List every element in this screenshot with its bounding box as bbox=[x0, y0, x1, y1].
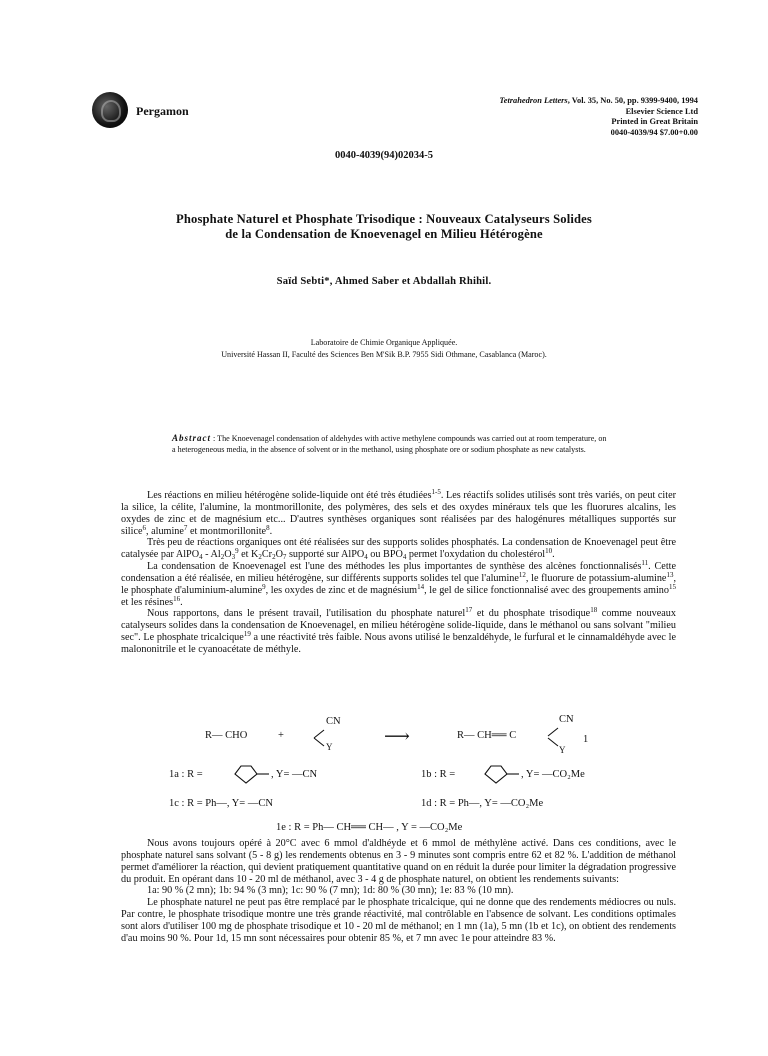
title-line-2: de la Condensation de Knoevenagel en Milieu Hétérogène bbox=[225, 227, 543, 241]
abstract-text: : The Knoevenagel condensation of aldehydes with active methylene compounds was carried out at room temperature, on a heterogeneous media, in the absence of solvent or in the methanol, using phosphate ore or sodium phosphate as new catalysts. bbox=[172, 434, 607, 454]
body-text-2 bbox=[121, 838, 676, 945]
product-y: Y bbox=[559, 745, 566, 755]
entry-1a: 1a : R = bbox=[169, 769, 203, 780]
reactant-cn: CN bbox=[326, 716, 341, 727]
affiliation-address: Université Hassan II, Faculté des Sciences Ben M'Sik B.P. 7955 Sidi Othmane, Casablanca (Maroc). bbox=[221, 350, 547, 359]
affiliation bbox=[0, 337, 768, 361]
author-list: Saïd Sebti*, Ahmed Saber et Abdallah Rhihil. bbox=[276, 276, 492, 287]
journal-printed: Printed in Great Britain bbox=[611, 117, 698, 127]
furan-ring-1b bbox=[485, 766, 519, 783]
abstract-label: Abstract bbox=[172, 433, 212, 443]
entry-1b: 1b : R = bbox=[421, 769, 456, 780]
title-line-1: Phosphate Naturel et Phosphate Trisodique : Nouveaux Catalyseurs Solides bbox=[176, 212, 592, 226]
paragraph-4: Nous rapportons, dans le présent travail, l'utilisation du phosphate naturel$^{17}$ et du phosphate trisodique$^{18}$ comme nouveaux catalyseurs solides dans la condensation de Knoevenagel, en milieu hétérogène solide-liquide, dans le méthanol ou sans solvant "milieu sec". Le phosphate tricalcique$^{19}$ a une réactivité très faible. Nous avons utilisé le benzaldéhyde, le furfural et le cinnamaldéhyde avec le malononitrile et le cyanoacétate de méthyle. bbox=[121, 606, 676, 655]
affiliation-lab: Laboratoire de Chimie Organique Appliquée. bbox=[310, 338, 458, 347]
abstract bbox=[172, 433, 608, 455]
product-formula: R— CH══ C bbox=[457, 730, 517, 741]
paragraph-6: Le phosphate naturel ne peut pas être remplacé par le phosphate tricalcique, qui ne donne que des rendements médiocres ou nuls. Par contre, le phosphate trisodique montre une très grande réactivité, mal contrôlable en l'absence de solvant. Les conditions optimales sont alors d'utiliser 100 mg de phosphate trisodique et 10 - 20 ml de méthanol; en 1 mn (1a), 5 mn (1b et 1c), on obtient des rendements d'au moins 90 %. Pour 1d, 15 mn sont nécessaires pour obtenir 85 %, et 7 mn avec 1e pour atteindre 83 %. bbox=[121, 897, 676, 944]
yields-line: 1a: 90 % (2 mn); 1b: 94 % (3 mn); 1c: 90 % (7 mn); 1d: 80 % (30 mn); 1e: 83 % (10 mn). bbox=[147, 885, 514, 897]
pergamon-logo-icon bbox=[92, 92, 128, 128]
publisher-name: Pergamon bbox=[136, 104, 189, 118]
reactant-y: Y bbox=[326, 742, 333, 752]
plus-sign: + bbox=[278, 730, 284, 741]
reactant-aldehyde: R— CHO bbox=[205, 730, 248, 741]
body-text-1 bbox=[121, 490, 676, 656]
reaction-arrow: ⟶ bbox=[384, 726, 410, 746]
journal-publisher: Elsevier Science Ltd bbox=[625, 106, 698, 116]
product-cn: CN bbox=[559, 714, 574, 725]
entry-1a-y: , Y= —CN bbox=[271, 769, 318, 780]
paragraph-2: Très peu de réactions organiques ont été réalisées sur des supports solides phosphatés. La condensation de Knoevenagel peut être catalysée par AlPO$_4$ - $Al_2O_3^9$ et $K_2Cr_2O_7$ supporté sur AlPO$_4$ ou $BPO_4$ permet l'oxydation du cholestérol$^{10}$. bbox=[121, 537, 676, 562]
compound-number: 1 bbox=[583, 734, 589, 745]
paragraph-5: Nous avons toujours opéré à 20°C avec 6 mmol d'aldhéyde et 6 mmol de méthylène activé. Dans ces conditions, avec le phosphate naturel sans solvant (5 - 8 g) les rendements obtenus en 3 - 9 minutes sont compris entre 62 et 82 %. L'addition de méthanol permet d'améliorer la réaction, qui devient pratiquement quantitative quand on en réduit la durée pour limiter la dégradation progressive du produit. En opérant dans 10 - 20 ml de méthanol, avec 3 - 4 g de phosphate naturel, on obtient les rendements suivants: bbox=[121, 838, 676, 885]
entry-1c: 1c : R = Ph—, Y= —CN bbox=[169, 798, 273, 809]
furan-ring-1a bbox=[235, 766, 269, 783]
journal-price: 0040-4039/94 $7.00+0.00 bbox=[610, 127, 698, 137]
journal-name: Tetrahedron Letters bbox=[499, 96, 568, 105]
paragraph-3: La condensation de Knoevenagel est l'une des méthodes les plus importantes de synthèse des alcènes fonctionnalisés$^{11}$. Cette condensation a été réalisée, en milieu hétérogène, sur différents supports solides tel que l'alumine$^{12}$, le fluorure de potassium-alumine$^{13}$, le phosphate d'aluminium-alumine$^9$, les oxydes de zinc et de magnésium$^{14}$, le gel de silice fonctionnalisé avec des groupements amino$^{15}$ et les résines$^{16}$. bbox=[121, 559, 676, 608]
paragraph-1: Les réactions en milieu hétérogène solide-liquide ont été très étudiées$^{1-5}$. Les réactifs solides utilisés sont très variés, on peut citer la silice, la célite, l'alumine, la montmorillonite, des polymères, des sels et des oxydes minéraux tels que les fluorures alcalins, les oxydes de zinc et de magnésium etc... D'autres synthèses organiques sont réalisées par des halogénures métalliques supportés sur silice$^6$, alumine$^7$ et montmorillonite$^8$. bbox=[121, 488, 676, 537]
journal-info bbox=[499, 96, 698, 138]
entry-1d: 1d : R = Ph—, Y= —CO₂Me bbox=[421, 798, 544, 809]
entry-1b-y: , Y= —CO₂Me bbox=[521, 769, 585, 780]
entry-1e: 1e : R = Ph— CH══ CH— , Y = —CO₂Me bbox=[276, 822, 463, 833]
reaction-scheme bbox=[121, 712, 676, 847]
doi-code: 0040-4039(94)02034-5 bbox=[335, 150, 433, 161]
paper-title bbox=[0, 212, 768, 242]
journal-volume: , Vol. 35, No. 50, pp. 9399-9400, 1994 bbox=[567, 96, 698, 105]
